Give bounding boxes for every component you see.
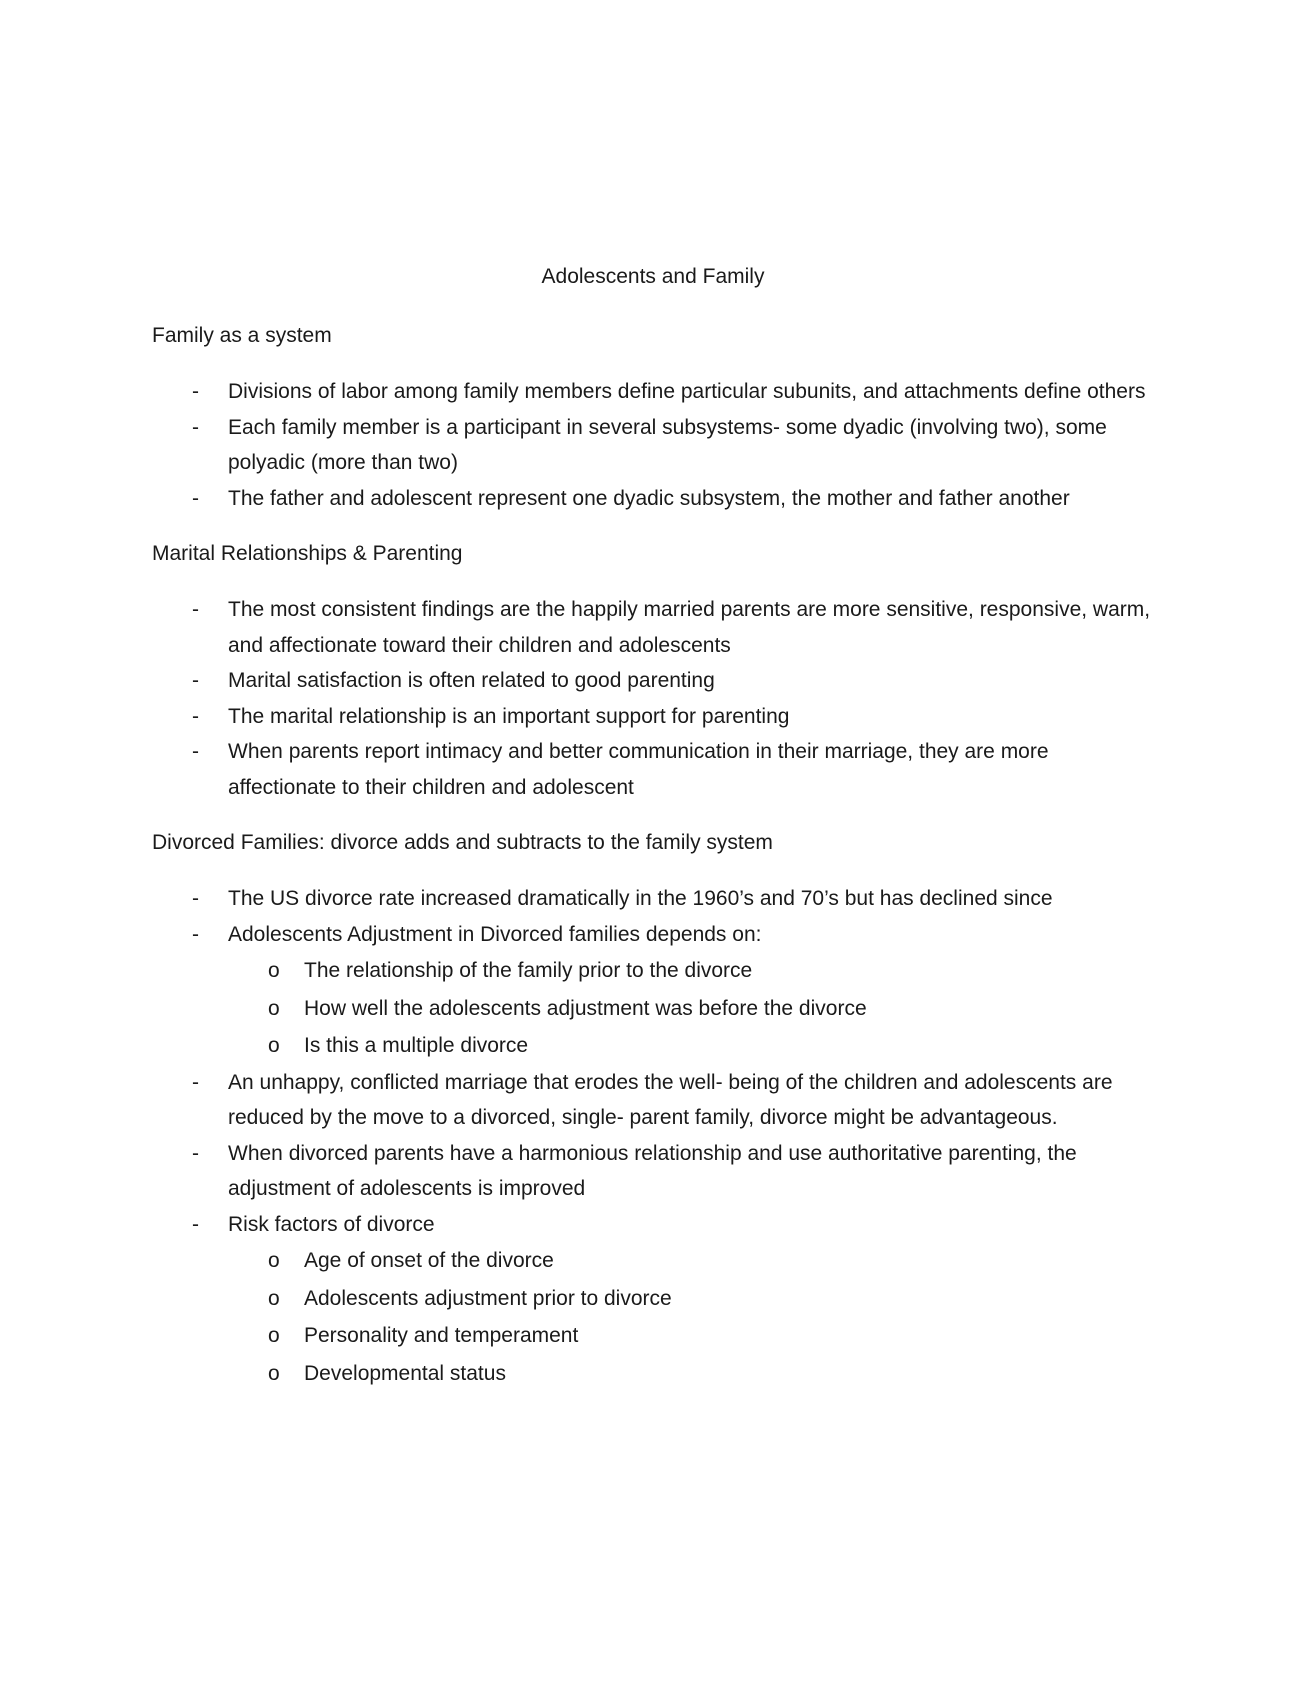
circle-bullet-icon: o — [268, 996, 280, 1020]
dash-bullet-icon: - — [192, 486, 199, 510]
bullet-item — [152, 1136, 1152, 1207]
bullet-item — [152, 592, 1152, 663]
bullet-text: The US divorce rate increased dramatically in the 1960’s and 70’s but has declined since — [228, 887, 1053, 910]
bullet-item — [152, 481, 1152, 517]
sub-bullet-item — [152, 1355, 1152, 1393]
dash-bullet-icon: - — [192, 669, 199, 692]
sub-bullet-item — [152, 1317, 1152, 1355]
sub-bullet-list — [152, 952, 1152, 1065]
sub-bullet-text: Adolescents adjustment prior to divorce — [304, 1286, 672, 1310]
dash-bullet-icon: - — [192, 887, 199, 910]
sub-bullet-text: How well the adolescents adjustment was before the divorce — [304, 996, 867, 1020]
sub-bullet-text: Is this a multiple divorce — [304, 1034, 529, 1057]
document-body — [152, 318, 1152, 1412]
bullet-list — [152, 881, 1152, 1392]
bullet-text: Adolescents Adjustment in Divorced families depends on: — [228, 922, 762, 946]
circle-bullet-icon: o — [268, 1286, 280, 1310]
sub-bullet-text: Developmental status — [304, 1361, 506, 1385]
dash-bullet-icon: - — [192, 415, 199, 439]
circle-bullet-icon: o — [268, 1249, 280, 1272]
bullet-list — [152, 592, 1152, 805]
dash-bullet-icon: - — [192, 598, 199, 621]
sub-bullet-text: The relationship of the family prior to the divorce — [304, 959, 753, 982]
bullet-item — [152, 1207, 1152, 1243]
dash-bullet-icon: - — [192, 740, 199, 763]
bullet-item — [152, 699, 1152, 735]
section-heading: Marital Relationships & Parenting — [152, 542, 463, 565]
sub-bullet-item — [152, 1027, 1152, 1065]
sub-bullet-item — [152, 1280, 1152, 1318]
dash-bullet-icon: - — [192, 380, 199, 403]
sub-bullet-text: Personality and temperament — [304, 1324, 579, 1347]
bullet-text: Divisions of labor among family members define particular subunits, and attachments define others — [228, 380, 1146, 403]
bullet-text: When parents report intimacy and better communication in their marriage, they are more affectionate to their children and adolescent — [228, 740, 1049, 799]
bullet-item — [152, 1065, 1152, 1136]
bullet-text: An unhappy, conflicted marriage that erodes the well- being of the children and adolescents are reduced by the move to a divorced, single- parent family, divorce might be advantageous. — [228, 1070, 1113, 1129]
circle-bullet-icon: o — [268, 1361, 280, 1385]
bullet-text: The father and adolescent represent one dyadic subsystem, the mother and father another — [228, 486, 1070, 510]
sub-bullet-item — [152, 952, 1152, 990]
dash-bullet-icon: - — [192, 1070, 199, 1094]
sub-bullet-item — [152, 990, 1152, 1028]
circle-bullet-icon: o — [268, 959, 280, 982]
bullet-text: Risk factors of divorce — [228, 1212, 435, 1236]
circle-bullet-icon: o — [268, 1034, 280, 1057]
sub-bullet-item — [152, 1242, 1152, 1280]
circle-bullet-icon: o — [268, 1324, 280, 1347]
bullet-text: Each family member is a participant in several subsystems- some dyadic (involving two), some polyadic (more than two) — [228, 415, 1107, 474]
bullet-item — [152, 917, 1152, 953]
bullet-list — [152, 374, 1152, 516]
bullet-item — [152, 734, 1152, 805]
bullet-item — [152, 663, 1152, 699]
bullet-text: The marital relationship is an important support for parenting — [228, 704, 790, 728]
document-title: Adolescents and Family — [541, 265, 765, 288]
section-heading: Divorced Families: divorce adds and subtracts to the family system — [152, 831, 773, 854]
dash-bullet-icon: - — [192, 922, 199, 946]
bullet-item — [152, 374, 1152, 410]
sub-bullet-list — [152, 1242, 1152, 1392]
bullet-item — [152, 881, 1152, 917]
bullet-text: The most consistent findings are the happily married parents are more sensitive, responsive, warm, and affectionate toward their children and adolescents — [228, 598, 1151, 657]
section-heading: Family as a system — [152, 324, 332, 347]
bullet-item — [152, 410, 1152, 481]
dash-bullet-icon: - — [192, 1141, 199, 1165]
dash-bullet-icon: - — [192, 704, 199, 728]
sub-bullet-text: Age of onset of the divorce — [304, 1249, 554, 1272]
dash-bullet-icon: - — [192, 1212, 199, 1236]
bullet-text: When divorced parents have a harmonious relationship and use authoritative parenting, the adjustment of adolescents is improved — [228, 1141, 1077, 1200]
bullet-text: Marital satisfaction is often related to good parenting — [228, 669, 715, 692]
